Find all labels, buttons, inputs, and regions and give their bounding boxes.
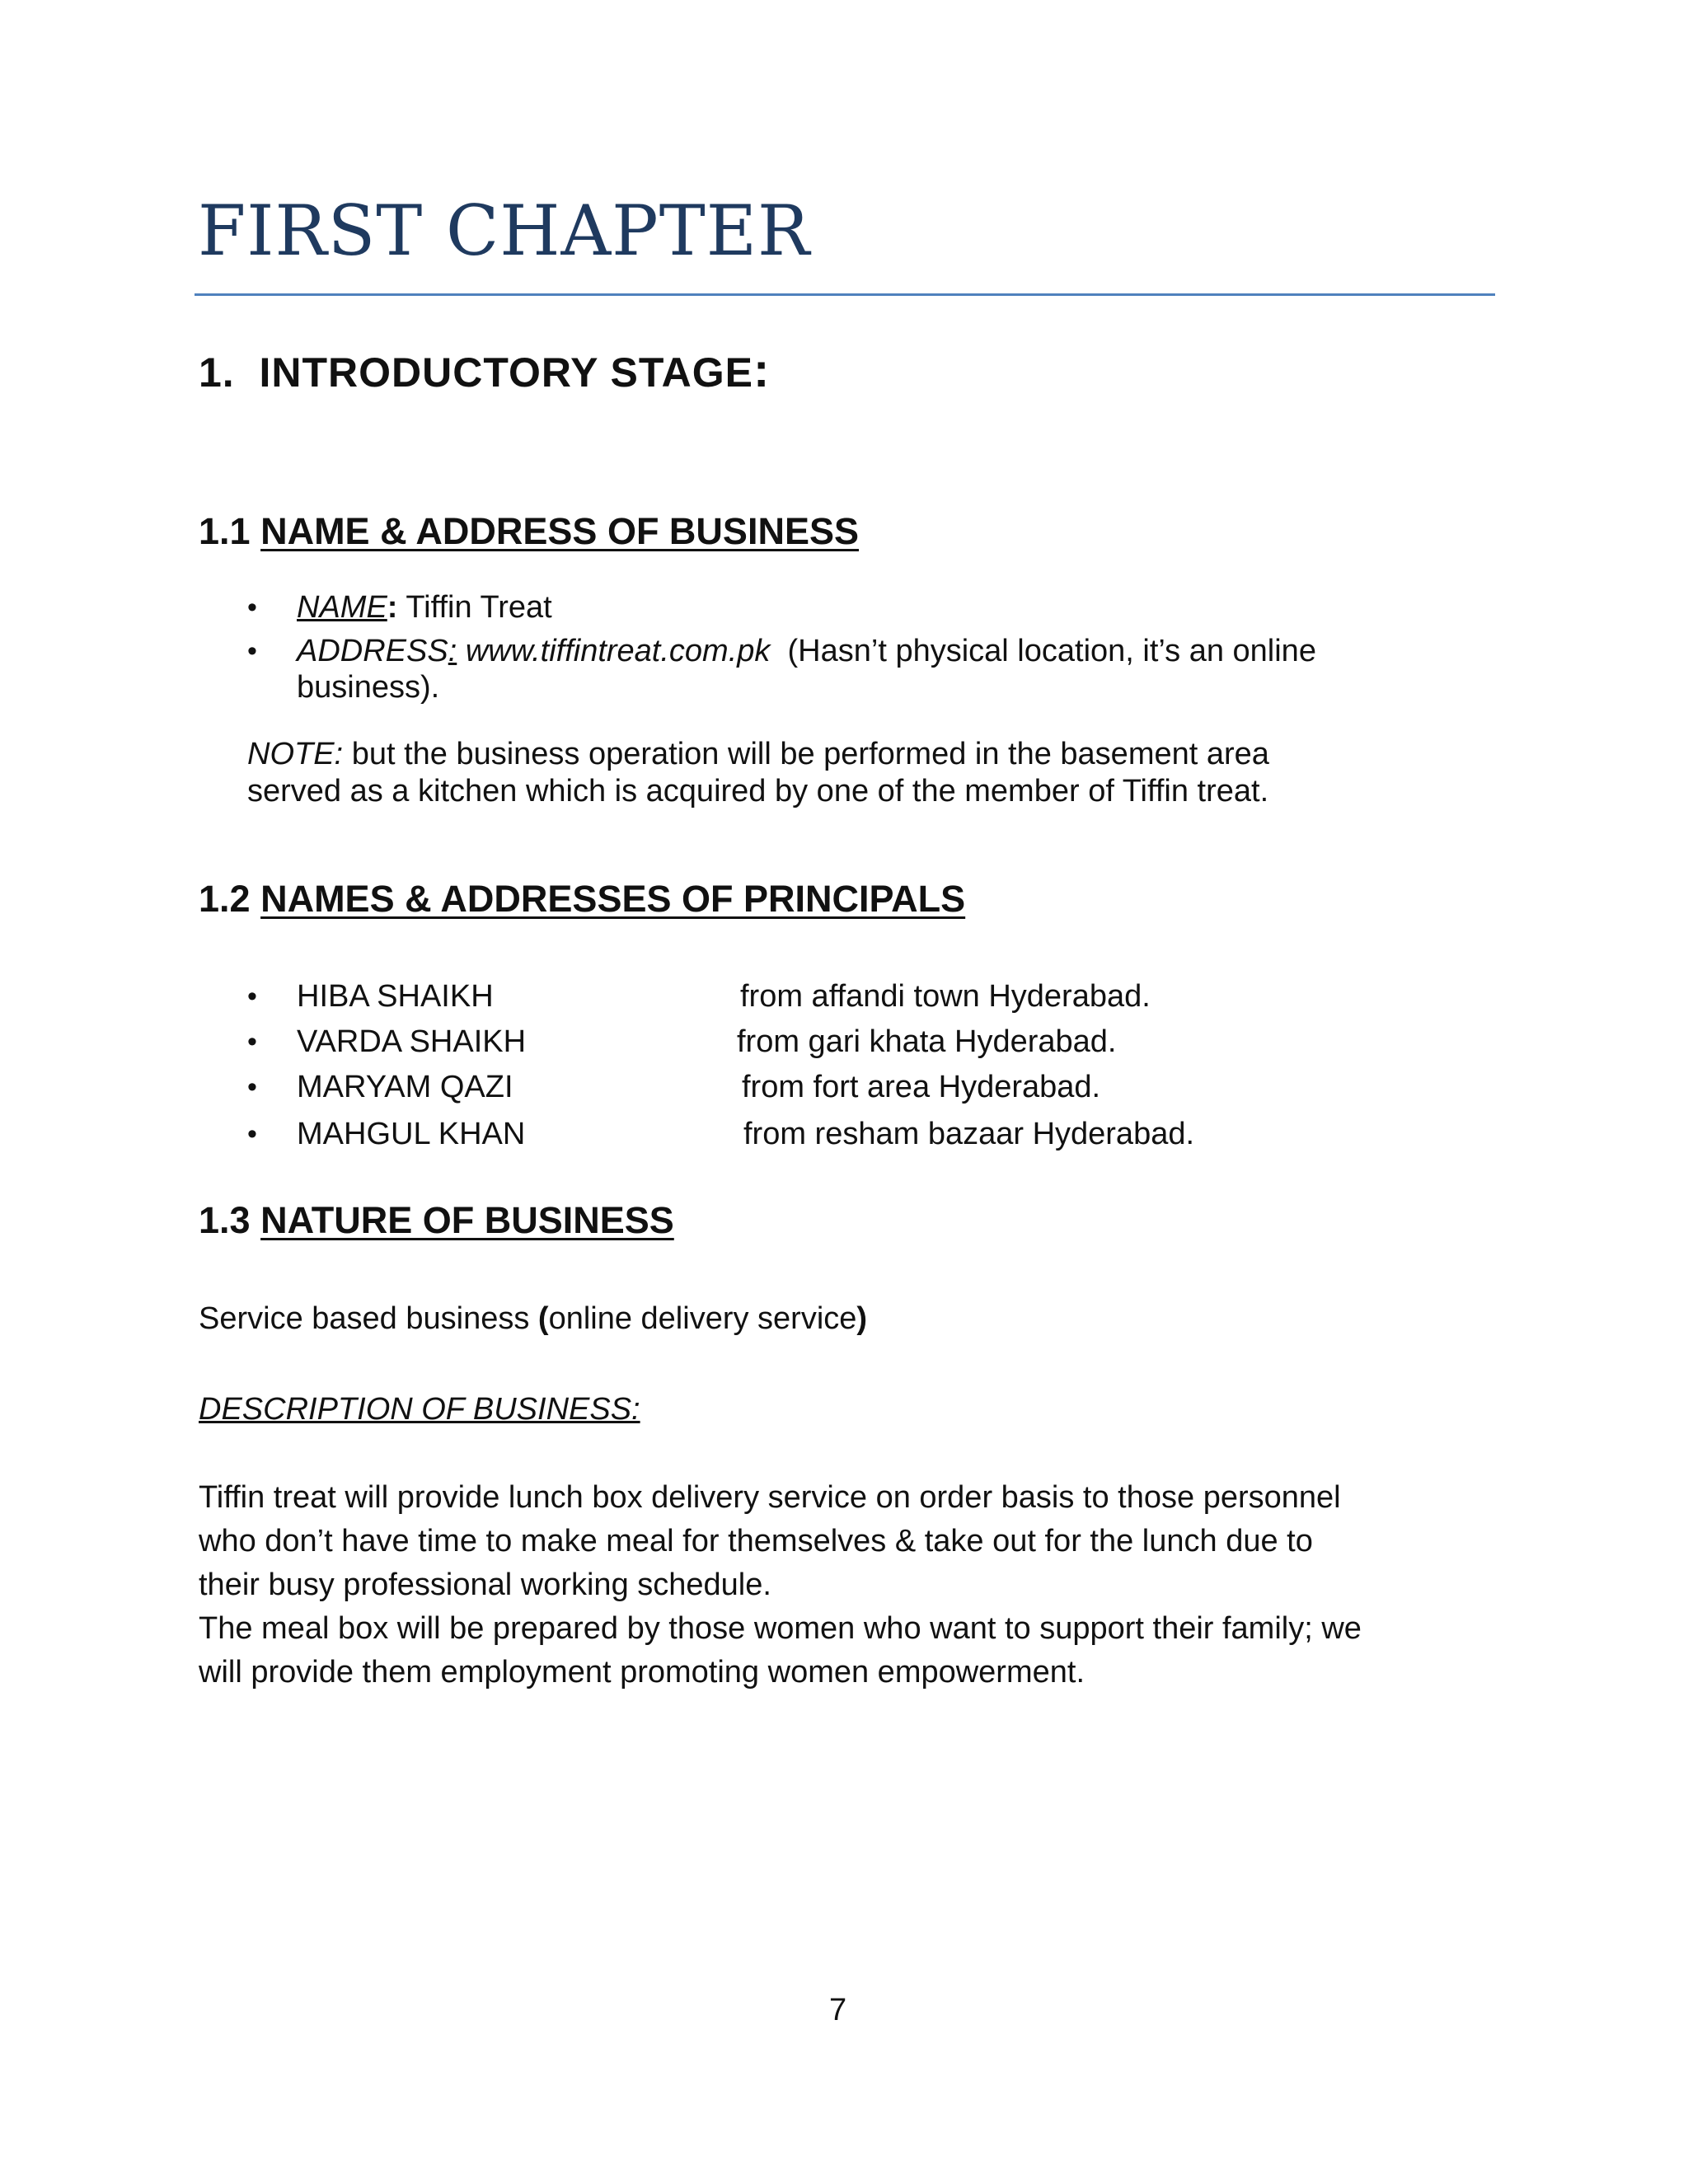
principal-name: HIBA SHAIKH [297,979,494,1014]
description-heading: DESCRIPTION OF BUSINESS: [199,1392,640,1427]
principal-name: MARYAM QAZI [297,1070,513,1104]
page-number: 7 [829,1993,847,2027]
list-item-continuation: business). [297,670,440,705]
note-line-1 [247,737,1269,773]
section-1-3-heading [199,1200,674,1241]
nature-text [199,1301,867,1338]
section-title: NAMES & ADDRESSES OF PRINCIPALS [260,878,966,920]
bullet-icon: • [247,635,257,667]
nature-paren-text: online delivery service [548,1301,857,1336]
paren-close: ) [856,1301,868,1336]
description-line: The meal box will be prepared by those women who want to support their family; we [199,1611,1362,1646]
list-item-address [297,634,1316,670]
item-label: ADDRESS [297,634,448,668]
item-value: (Hasn’t physical location, it’s an online [787,634,1316,668]
section-number: 1.3 [199,1199,251,1241]
address-url: www.tiffintreat.com.pk [465,634,771,668]
description-line: will provide them employment promoting women empowerment. [199,1655,1085,1690]
description-line: Tiffin treat will provide lunch box delivery service on order basis to those personnel [199,1480,1341,1515]
bullet-icon: • [247,1118,257,1150]
principal-name: MAHGUL KHAN [297,1117,526,1151]
description-line: their busy professional working schedule. [199,1568,771,1602]
bullet-icon: • [247,981,257,1012]
principal-address: from gari khata Hyderabad. [737,1024,1117,1059]
section-title: NATURE OF BUSINESS [260,1199,674,1241]
bullet-icon: • [247,592,257,623]
item-label: NAME [297,590,387,625]
section-1-2-heading [199,879,965,920]
note-text: but the business operation will be performed in the basement area [351,737,1269,771]
chapter-title: FIRST CHAPTER [198,190,811,271]
note-line-2: served as a kitchen which is acquired by one of the member of Tiffin treat. [247,774,1269,808]
section-title: NAME & ADDRESS OF BUSINESS [260,510,859,552]
stage-colon: : [753,344,771,397]
stage-heading [199,344,770,397]
bullet-icon: • [247,1071,257,1103]
item-value: Tiffin Treat [397,590,552,625]
note-label: NOTE: [247,737,344,771]
list-item-name [297,590,552,626]
principal-address: from resham bazaar Hyderabad. [743,1117,1195,1151]
principal-address: from fort area Hyderabad. [742,1070,1101,1104]
section-1-1-heading [199,511,859,552]
item-separator: : [448,634,457,668]
principal-name: VARDA SHAIKH [297,1024,527,1059]
bullet-icon: • [247,1026,257,1057]
stage-label: INTRODUCTORY STAGE [259,349,754,396]
description-line: who don’t have time to make meal for themselves & take out for the lunch due to [199,1524,1313,1558]
nature-label: Service based business [199,1301,538,1336]
section-number: 1.1 [199,510,251,552]
title-divider [195,293,1495,296]
principal-address: from affandi town Hyderabad. [740,979,1151,1014]
stage-number: 1. [199,349,235,396]
paren-open: ( [537,1301,549,1336]
section-number: 1.2 [199,878,251,920]
item-separator: : [387,590,398,625]
